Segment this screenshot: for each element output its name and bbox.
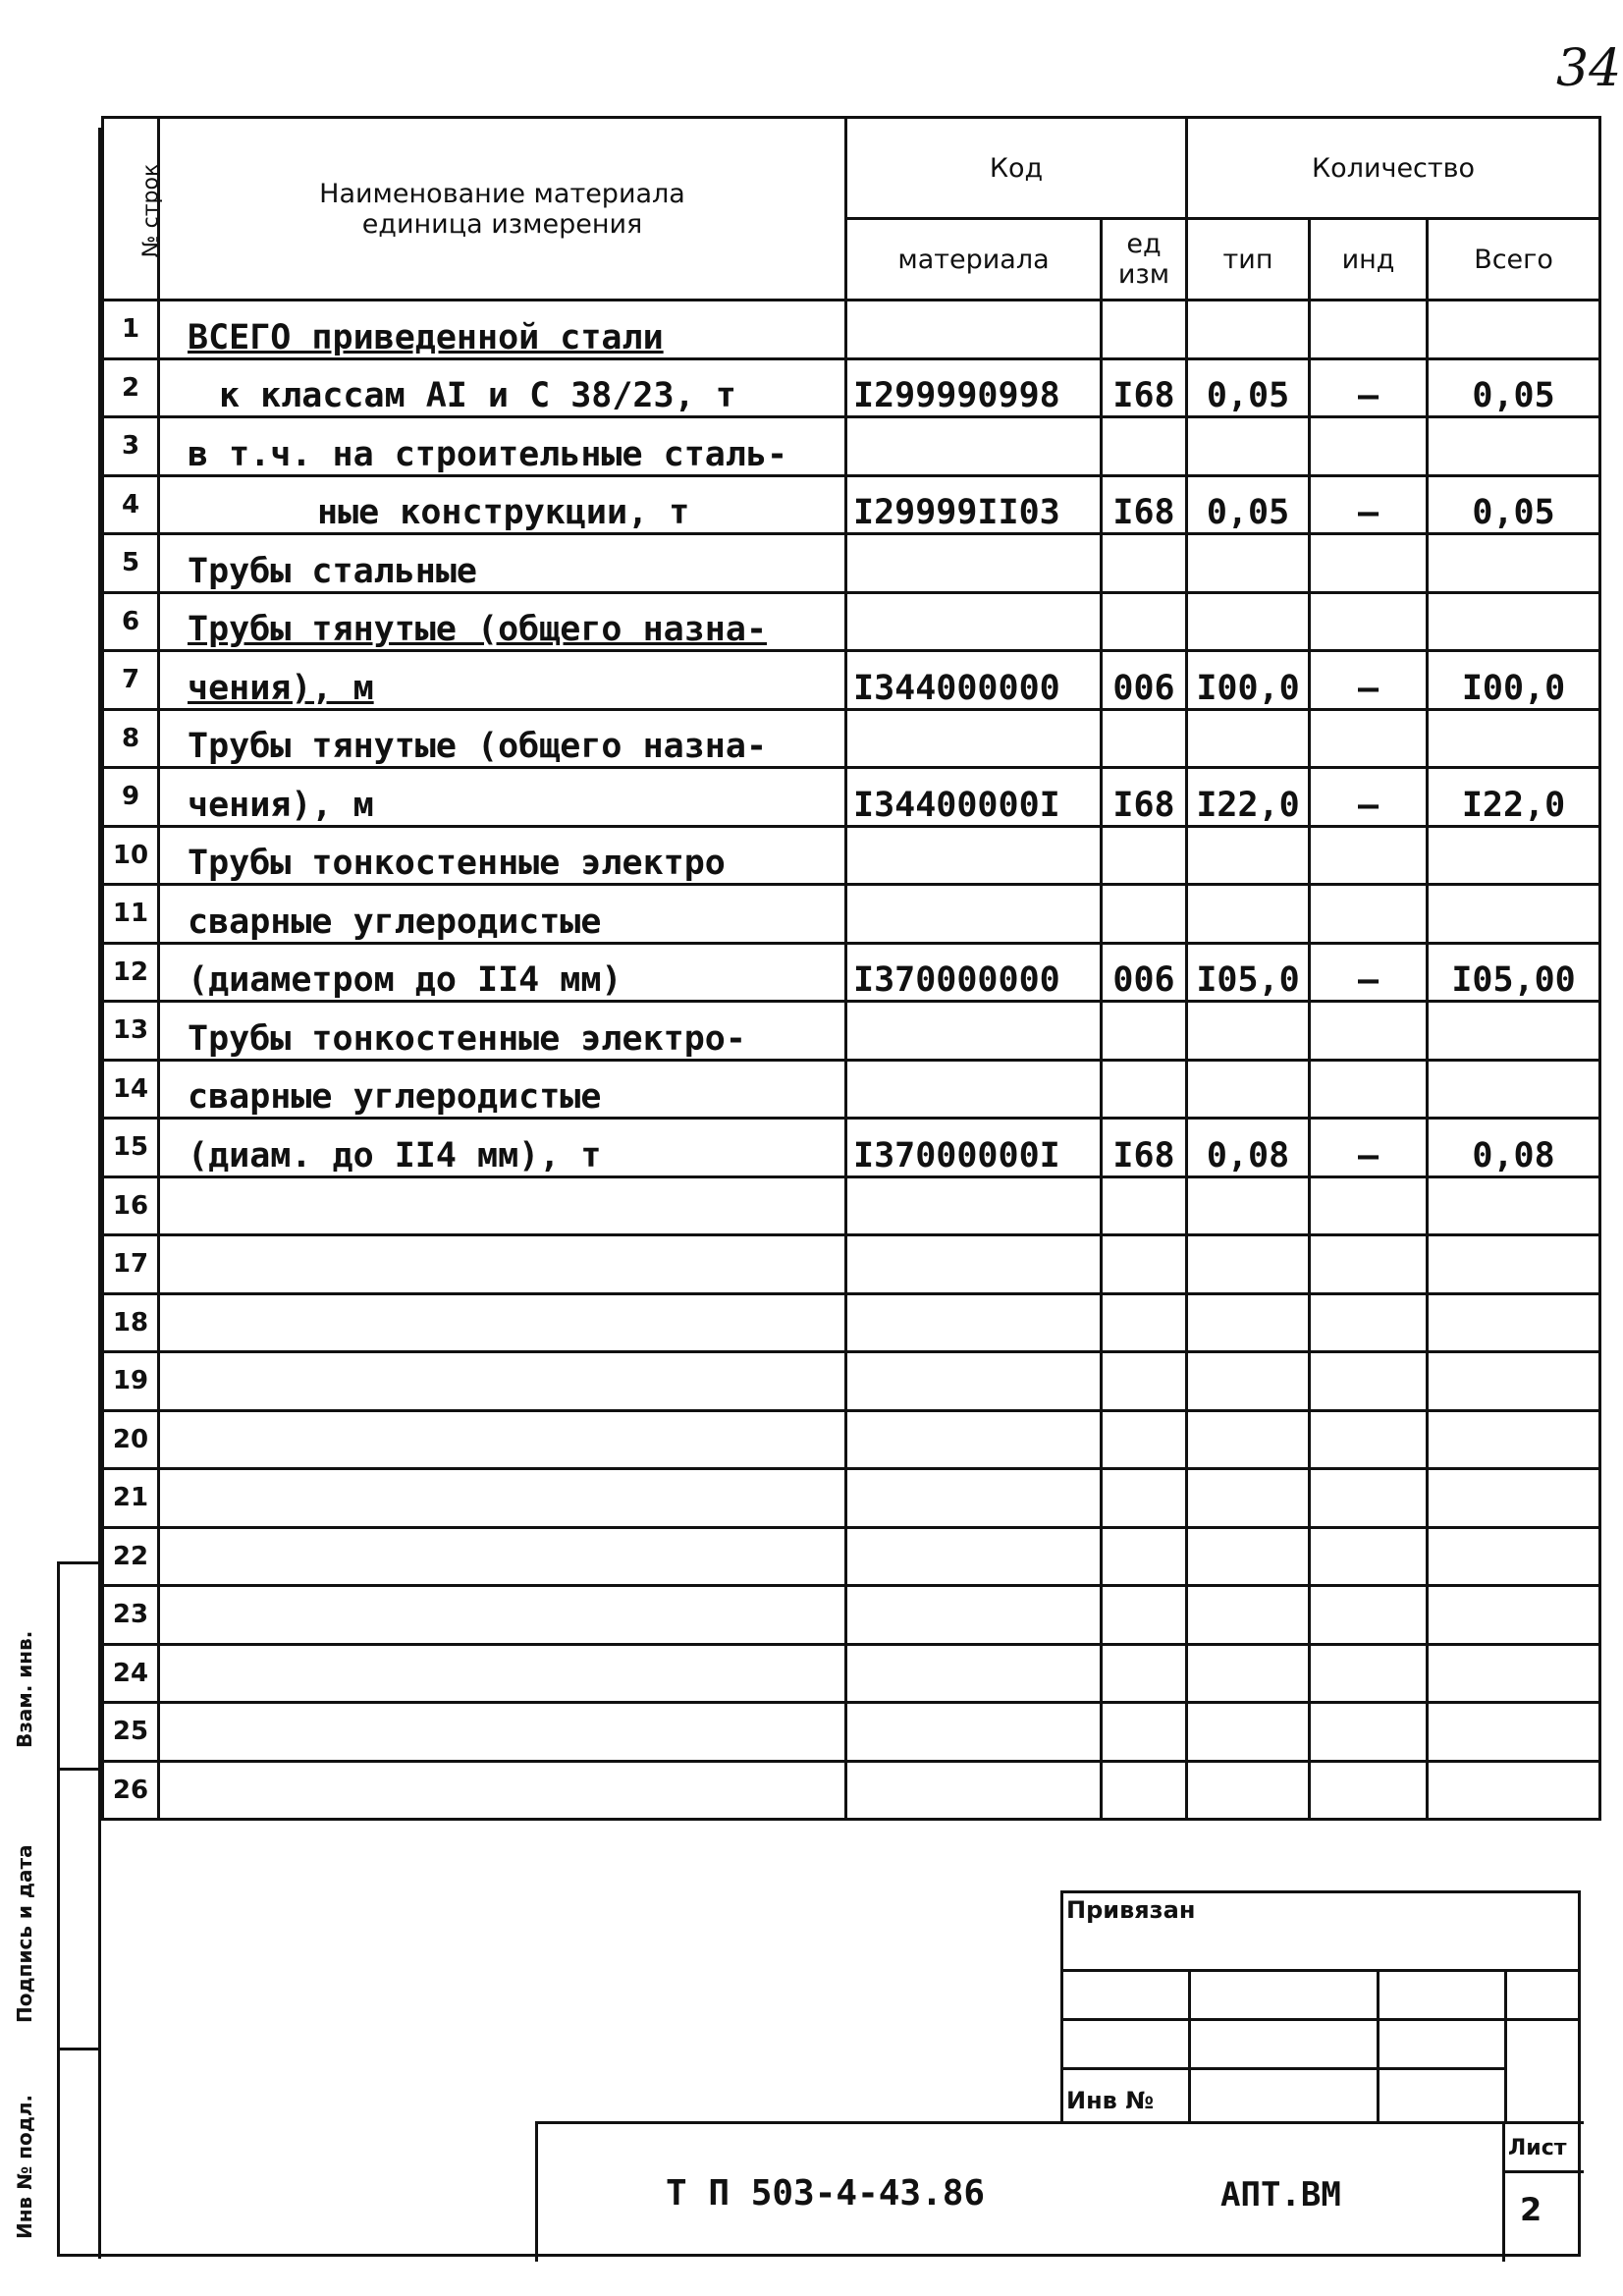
row-code <box>846 1586 1102 1645</box>
row-code <box>846 592 1102 651</box>
table-row <box>103 651 1600 710</box>
row-type <box>1187 1410 1310 1469</box>
code-unit-header: ед изм <box>1102 219 1187 301</box>
row-code <box>846 1352 1102 1411</box>
row-unit <box>1102 534 1187 593</box>
row-unit: I68 <box>1102 768 1187 827</box>
row-number: 22 <box>103 1527 159 1586</box>
row-code <box>846 1176 1102 1235</box>
row-name <box>159 1176 846 1235</box>
row-ind <box>1310 1235 1428 1294</box>
row-type <box>1187 1586 1310 1645</box>
table-row <box>103 1761 1600 1820</box>
row-total: I05,00 <box>1428 943 1600 1002</box>
table-row <box>103 768 1600 827</box>
row-ind: — <box>1310 768 1428 827</box>
row-ind <box>1310 1761 1428 1820</box>
row-ind: — <box>1310 651 1428 710</box>
row-name <box>159 1293 846 1352</box>
row-total: 0,05 <box>1428 475 1600 534</box>
row-unit <box>1102 1235 1187 1294</box>
table-row <box>103 826 1600 885</box>
row-name <box>159 1410 846 1469</box>
row-unit <box>1102 1469 1187 1528</box>
row-unit <box>1102 1410 1187 1469</box>
table-row <box>103 417 1600 476</box>
privyazan-label: Привязан <box>1066 1896 1196 1924</box>
row-total <box>1428 1235 1600 1294</box>
table-row <box>103 1176 1600 1235</box>
table-row <box>103 1002 1600 1061</box>
row-name <box>159 1703 846 1762</box>
row-ind <box>1310 826 1428 885</box>
row-code <box>846 534 1102 593</box>
row-code <box>846 1235 1102 1294</box>
row-total <box>1428 417 1600 476</box>
row-unit <box>1102 592 1187 651</box>
row-number: 5 <box>103 534 159 593</box>
row-code <box>846 1761 1102 1820</box>
row-code <box>846 709 1102 768</box>
qty-type-header: тип <box>1187 219 1310 301</box>
row-name <box>159 1352 846 1411</box>
qty-ind-header: инд <box>1310 219 1428 301</box>
row-total <box>1428 1703 1600 1762</box>
row-number: 1 <box>103 301 159 359</box>
row-unit <box>1102 1352 1187 1411</box>
row-code <box>846 1527 1102 1586</box>
row-name: в т.ч. на строительные сталь- <box>159 417 846 476</box>
row-ind <box>1310 1586 1428 1645</box>
row-unit: I68 <box>1102 358 1187 417</box>
table-row <box>103 709 1600 768</box>
row-name <box>159 1586 846 1645</box>
row-ind: — <box>1310 1119 1428 1177</box>
table-row <box>103 1644 1600 1703</box>
row-unit: I68 <box>1102 1119 1187 1177</box>
row-ind <box>1310 1469 1428 1528</box>
row-number: 9 <box>103 768 159 827</box>
row-type <box>1187 1644 1310 1703</box>
row-number: 14 <box>103 1060 159 1119</box>
qty-total-header: Всего <box>1428 219 1600 301</box>
row-total <box>1428 1761 1600 1820</box>
sheet-number: 2 <box>1520 2191 1542 2228</box>
row-type <box>1187 417 1310 476</box>
table-row <box>103 1586 1600 1645</box>
table-body <box>103 301 1600 1820</box>
row-code <box>846 301 1102 359</box>
name-header <box>159 118 846 301</box>
row-number: 10 <box>103 826 159 885</box>
row-type <box>1187 1235 1310 1294</box>
table-row <box>103 1410 1600 1469</box>
row-type <box>1187 1352 1310 1411</box>
row-total <box>1428 1586 1600 1645</box>
table-row <box>103 475 1600 534</box>
sheet-label: Лист <box>1508 2136 1567 2160</box>
row-name: сварные углеродистые <box>159 1060 846 1119</box>
row-ind <box>1310 1293 1428 1352</box>
row-name <box>159 1527 846 1586</box>
doc-mark: АПТ.ВМ <box>1220 2175 1341 2214</box>
table-row <box>103 885 1600 944</box>
row-unit: 006 <box>1102 943 1187 1002</box>
table-row <box>103 534 1600 593</box>
row-unit <box>1102 1761 1187 1820</box>
row-type <box>1187 534 1310 593</box>
row-total: 0,05 <box>1428 358 1600 417</box>
row-ind <box>1310 1176 1428 1235</box>
row-unit <box>1102 1586 1187 1645</box>
row-number: 11 <box>103 885 159 944</box>
row-total <box>1428 885 1600 944</box>
row-ind <box>1310 1644 1428 1703</box>
row-code <box>846 1469 1102 1528</box>
row-name: (диам. до II4 мм), т <box>159 1119 846 1177</box>
inv-no-label: Инв № <box>1066 2087 1155 2114</box>
row-unit <box>1102 1176 1187 1235</box>
row-unit <box>1102 1002 1187 1061</box>
name-header-line2: единица измерения <box>361 208 643 240</box>
row-ind <box>1310 417 1428 476</box>
row-total <box>1428 826 1600 885</box>
row-name: Трубы тонкостенные электро- <box>159 1002 846 1061</box>
row-number: 8 <box>103 709 159 768</box>
row-unit <box>1102 826 1187 885</box>
row-type: 0,05 <box>1187 475 1310 534</box>
row-code <box>846 826 1102 885</box>
row-name: чения), м <box>159 651 846 710</box>
row-ind: — <box>1310 358 1428 417</box>
row-total: I22,0 <box>1428 768 1600 827</box>
row-code <box>846 1293 1102 1352</box>
row-type: 0,05 <box>1187 358 1310 417</box>
row-total <box>1428 1469 1600 1528</box>
row-total <box>1428 534 1600 593</box>
row-unit <box>1102 1060 1187 1119</box>
row-name: к классам АI и С 38/23, т <box>159 358 846 417</box>
row-ind <box>1310 1060 1428 1119</box>
side-stamp <box>13 1552 72 2259</box>
code-material-header: материала <box>846 219 1102 301</box>
row-code <box>846 1410 1102 1469</box>
row-ind <box>1310 592 1428 651</box>
row-number-header: № строк <box>103 118 159 301</box>
row-type <box>1187 1002 1310 1061</box>
row-name <box>159 1644 846 1703</box>
row-total: I00,0 <box>1428 651 1600 710</box>
row-ind <box>1310 1703 1428 1762</box>
row-number: 16 <box>103 1176 159 1235</box>
row-name: Трубы стальные <box>159 534 846 593</box>
row-type: I00,0 <box>1187 651 1310 710</box>
row-number: 19 <box>103 1352 159 1411</box>
row-number: 17 <box>103 1235 159 1294</box>
row-total <box>1428 1293 1600 1352</box>
row-name: ные конструкции, т <box>159 475 846 534</box>
table-row <box>103 301 1600 359</box>
table-row <box>103 1352 1600 1411</box>
row-number: 13 <box>103 1002 159 1061</box>
row-number: 15 <box>103 1119 159 1177</box>
row-name: Трубы тонкостенные электро <box>159 826 846 885</box>
row-code <box>846 1002 1102 1061</box>
row-type <box>1187 1176 1310 1235</box>
table-row <box>103 1703 1600 1762</box>
row-code: I370000000 <box>846 943 1102 1002</box>
row-type <box>1187 709 1310 768</box>
row-total <box>1428 1644 1600 1703</box>
row-total <box>1428 709 1600 768</box>
row-code <box>846 417 1102 476</box>
table-row <box>103 1060 1600 1119</box>
row-name: (диаметром до II4 мм) <box>159 943 846 1002</box>
stamp-label-replace: Взам. инв. <box>13 1630 36 1748</box>
row-code: I34400000I <box>846 768 1102 827</box>
row-ind: — <box>1310 475 1428 534</box>
row-code: I37000000I <box>846 1119 1102 1177</box>
row-code: I344000000 <box>846 651 1102 710</box>
stamp-label-sign: Подпись и дата <box>13 1844 36 2023</box>
row-unit: 006 <box>1102 651 1187 710</box>
row-ind <box>1310 1527 1428 1586</box>
row-type <box>1187 885 1310 944</box>
row-name <box>159 1761 846 1820</box>
row-type: 0,08 <box>1187 1119 1310 1177</box>
row-number: 12 <box>103 943 159 1002</box>
row-number: 24 <box>103 1644 159 1703</box>
row-total <box>1428 1352 1600 1411</box>
row-number: 7 <box>103 651 159 710</box>
table-row <box>103 1527 1600 1586</box>
row-unit <box>1102 1703 1187 1762</box>
table-row <box>103 358 1600 417</box>
row-total <box>1428 301 1600 359</box>
row-total <box>1428 1176 1600 1235</box>
left-frame-line <box>98 128 101 2259</box>
row-ind <box>1310 709 1428 768</box>
row-unit <box>1102 885 1187 944</box>
row-unit <box>1102 1644 1187 1703</box>
materials-table <box>101 116 1601 1821</box>
row-name: сварные углеродистые <box>159 885 846 944</box>
row-type <box>1187 1060 1310 1119</box>
row-type <box>1187 1293 1310 1352</box>
row-total <box>1428 1002 1600 1061</box>
row-unit <box>1102 1293 1187 1352</box>
doc-code: Т П 503-4-43.86 <box>666 2173 986 2214</box>
row-type <box>1187 301 1310 359</box>
row-type <box>1187 592 1310 651</box>
row-type: I22,0 <box>1187 768 1310 827</box>
table-row <box>103 1469 1600 1528</box>
row-ind: — <box>1310 943 1428 1002</box>
row-total <box>1428 1410 1600 1469</box>
row-ind <box>1310 1410 1428 1469</box>
row-ind <box>1310 885 1428 944</box>
row-type <box>1187 1527 1310 1586</box>
title-block-main <box>535 2121 1584 2262</box>
row-type <box>1187 1703 1310 1762</box>
row-unit <box>1102 709 1187 768</box>
row-total <box>1428 1527 1600 1586</box>
row-total <box>1428 592 1600 651</box>
quantity-group-header: Количество <box>1187 118 1600 219</box>
row-ind <box>1310 534 1428 593</box>
row-number: 23 <box>103 1586 159 1645</box>
table-row <box>103 592 1600 651</box>
row-number: 26 <box>103 1761 159 1820</box>
row-type <box>1187 826 1310 885</box>
table-row <box>103 1235 1600 1294</box>
row-number: 20 <box>103 1410 159 1469</box>
row-total: 0,08 <box>1428 1119 1600 1177</box>
row-ind <box>1310 301 1428 359</box>
row-number: 6 <box>103 592 159 651</box>
row-number: 18 <box>103 1293 159 1352</box>
row-name: ВСЕГО приведенной стали <box>159 301 846 359</box>
row-total <box>1428 1060 1600 1119</box>
row-unit <box>1102 301 1187 359</box>
row-number: 3 <box>103 417 159 476</box>
row-code <box>846 1644 1102 1703</box>
row-ind <box>1310 1352 1428 1411</box>
row-code <box>846 1703 1102 1762</box>
row-code: I299990998 <box>846 358 1102 417</box>
row-name: чения), м <box>159 768 846 827</box>
row-name <box>159 1469 846 1528</box>
code-group-header: Код <box>846 118 1187 219</box>
row-type <box>1187 1469 1310 1528</box>
table-row <box>103 1119 1600 1177</box>
table-row <box>103 1293 1600 1352</box>
row-ind <box>1310 1002 1428 1061</box>
title-block-upper <box>1060 1890 1581 2121</box>
row-code <box>846 885 1102 944</box>
row-type: I05,0 <box>1187 943 1310 1002</box>
row-number: 25 <box>103 1703 159 1762</box>
table-row <box>103 943 1600 1002</box>
row-number: 2 <box>103 358 159 417</box>
stamp-label-inv: Инв № подл. <box>13 2094 36 2239</box>
row-number: 21 <box>103 1469 159 1528</box>
row-name: Трубы тянутые (общего назна- <box>159 709 846 768</box>
row-unit: I68 <box>1102 475 1187 534</box>
name-header-line1: Наименование материала <box>319 178 685 209</box>
row-unit <box>1102 1527 1187 1586</box>
row-number: 4 <box>103 475 159 534</box>
row-type <box>1187 1761 1310 1820</box>
page-number: 34 <box>1556 39 1622 98</box>
row-unit <box>1102 417 1187 476</box>
row-code: I29999II03 <box>846 475 1102 534</box>
row-name <box>159 1235 846 1294</box>
row-name: Трубы тянутые (общего назна- <box>159 592 846 651</box>
row-code <box>846 1060 1102 1119</box>
